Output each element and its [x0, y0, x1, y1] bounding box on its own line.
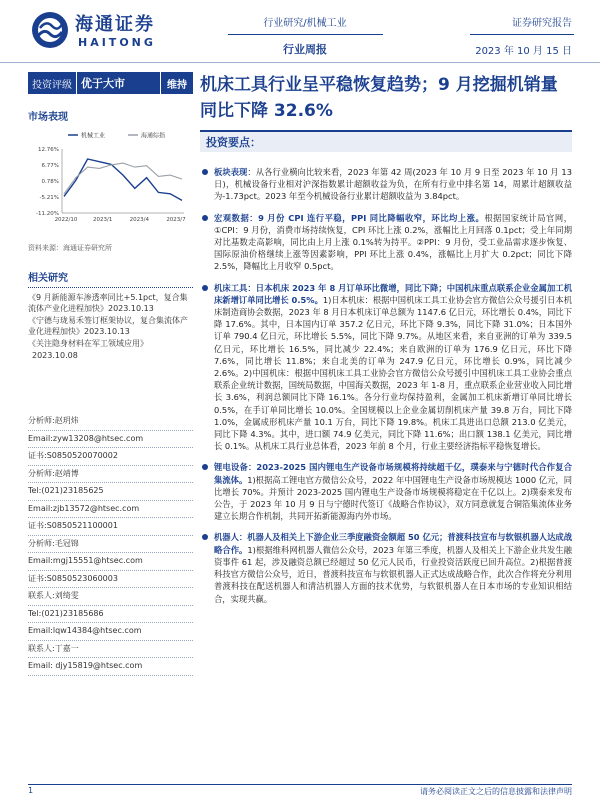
analyst-card	[28, 641, 193, 676]
key-point-lead: 宏观数据：9 月份 CPI 连行平稳，PPI 同比降幅收窄，环比均上涨。	[214, 212, 485, 223]
analyst-name: 分析师:赵靖博	[28, 468, 79, 478]
key-point-item	[200, 461, 572, 522]
y-tick-label: 0.78%	[41, 179, 59, 185]
analyst-cert: 证书:S0850523060003	[28, 570, 193, 588]
analyst-name: 联系人:刘绮雯	[28, 591, 79, 600]
key-point-item	[200, 166, 572, 203]
logo-english-text: HAITONG	[78, 36, 156, 49]
bullet-dot-icon	[202, 464, 208, 470]
key-point-text: 根据国家统计局官网，①CPI：9 月份，消费市场持续恢复，CPI 环比上涨 0.2%，涨幅比上月回落 0.1pct；受上年同期对比基数走高影响，同比由上月上涨 0.1%转为持平。②PPI：9 月份，受工业品需求逐步恢复、国际原油价格继续上涨等因素影响，PPI 环比上涨 0.4%，涨幅比上月扩大 0.2pct；同比下降 2.5%，降幅比上月收窄 0.5pct。	[214, 212, 572, 272]
haitong-logo-icon	[30, 10, 70, 50]
y-tick-label: 6.77%	[41, 163, 59, 169]
series-line-machinery	[64, 159, 182, 200]
key-point-text: 1)根据维科网机器人微信公众号，2023 年第三季度，机器人及相关上下游企业共发生融资事件 61 起，涉及融资总额已经超过 50 亿元人民币，行业投资活跃度已回升高位。2)根据普渡科技官方微信公众号，近日，普渡科技宣布与软银机器人正式达成战略合作，此次合作将充分利用普渡科技在配送机器人和清洁机器人方面的技术优势，与软银机器人在日本市场的专业知识相结合，实现共赢。	[214, 544, 572, 604]
key-point-text: 1)日本机床：根据中国机床工具工业协会官方微信公众号援引日本机床制造商协会数据，2023 年 8 月日本机床订单总额为 1147.6 亿日元，环比增长 0.4%，同比下降 17.6%。其中，日本国内订单 357.2 亿日元，环比下降 9.3%，同比下降 31.0%；日本国外订单 790.4 亿日元，环比增长 5.5%，同比下降 9.7%。从地区来看，来自亚洲的订单为 339.5 亿日元，环比增长 16.5%，同比减少 22.4%；来自欧洲的订单为 176.9 亿日元，环比下降 7.6%，同比增长 11.8%；来自北美的订单为 247.9 亿日元，环比增长 0.9%，同比减少 2.6%。2)中国机床：根据中国机床工具工业协会官方微信公众号援引中国机床工具工业协会重点联系企业统计数据，国统局数据，中国海关数据，2023 年 1-8 月，重点联系企业营业收入同比增长 3.6%，利润总额同比下降 16.1%。各分行业均保持盈利，金属加工机床新增订单同比增长 0.5%，在手订单同比增长 10.0%。全国规模以上企业金属切削机床产量 39.8 万台，同比下降 1.0%，金属成形机床产量 10.1 万台，同比下降 19.8%。机床工具进出口总额 213.0 亿美元，同比下降 4.3%。其中，进口额 74.9 亿美元，同比下降 11.6%；出口额 138.1 亿美元，同比增长 0.1%。从机床工具行业总体看，2023 年前 8 个月，行业主要经济指标平稳恢复增长。	[214, 294, 573, 452]
report-title: 机床工具行业呈平稳恢复趋势；9 月挖掘机销量同比下降 32.6%	[200, 75, 558, 121]
x-tick-label: 2023/4	[129, 217, 150, 223]
analyst-email[interactable]: Email:zyw13208@htsec.com	[28, 430, 193, 448]
header-right	[475, 14, 572, 57]
analyst-card	[28, 466, 193, 536]
page-number: 1	[28, 786, 34, 795]
analyst-cert: 证书:S0850520070002	[28, 447, 193, 465]
analyst-tel: Tel:(021)23185625	[28, 482, 193, 500]
key-point-text: ：从各行业横向比较来看，2023 年第 42 周(2023 年 10 月 9 日至 2023 年 10 月 13 日)，机械设备行业相对沪深指数累计超额收益为负，在所有行业中排名第 14，周累计超额收益为-1.73pct。2023 年至今机械设备行业累计超额收益为 3.84pct。	[214, 167, 572, 202]
analyst-contacts	[28, 413, 193, 676]
analyst-name: 分析师:赵玥炜	[28, 416, 79, 425]
key-point-lead: 板块表现	[214, 167, 248, 177]
key-points-heading: 投资要点：	[200, 130, 572, 152]
report-type: 行业周报	[283, 43, 327, 56]
related-research-list	[28, 292, 193, 361]
market-chart	[28, 129, 188, 227]
key-point-item	[200, 212, 572, 273]
rating-status: 维持	[167, 79, 187, 91]
legend-label: 海通综指	[141, 132, 166, 140]
related-item[interactable]: 《宁德与珑易禾签订框架协议，复合集流体产业化进程加快》2023.10.13	[28, 316, 188, 336]
haitong-logo	[30, 8, 180, 58]
analyst-tel: Tel:(021)23185686	[28, 605, 193, 623]
analyst-name: 分析师:毛冠锦	[28, 538, 79, 548]
rating-value: 优于大市	[77, 72, 161, 94]
analyst-email[interactable]: Email:zjb13572@htsec.com	[28, 500, 193, 518]
key-point-text: 1)根据高工锂电官方微信公众号，2022 年中国锂电生产设备市场规模达 1000 亿元，同比增长 70%。并预计 2023-2025 国内锂电生产设备市场规模将稳定在千亿以上。2)璞泰来发布公告，于 2023 年 10 月 9 日与宁德时代签订《战略合作协议》，双方同意就复合铜箔集流体业务建立长期合作机制，共同开拓新能源海内外市场。	[214, 474, 572, 522]
key-point-lead: 锂电设备：2023-2025 国内锂电生产设备市场规模将持续超千亿，璞泰来与宁德时代合作复合集流体。	[214, 462, 572, 485]
key-point-item	[200, 282, 572, 453]
analyst-card	[28, 536, 193, 589]
header-center	[250, 14, 360, 57]
report-date: 2023 年 10 月 15 日	[475, 46, 572, 57]
footer-rule	[28, 784, 572, 785]
key-point-lead: 机器人：机器人及相关上下游企业三季度融资金额超 50 亿元；普渡科技宣布与软银机器人达成战略合作。	[214, 532, 572, 555]
key-point-item	[200, 531, 572, 604]
y-tick-label: -5.21%	[39, 195, 59, 201]
x-tick-label: 2023/1	[92, 217, 113, 223]
market-chart-svg	[28, 129, 188, 227]
analyst-cert: 证书:S0850521100001	[28, 517, 193, 535]
analyst-card	[28, 588, 193, 641]
analyst-email[interactable]: Email:mgj15551@htsec.com	[28, 552, 193, 570]
left-sidebar	[28, 72, 193, 676]
bullet-dot-icon	[202, 285, 208, 291]
x-tick-label: 2022/10	[54, 217, 78, 223]
chart-source: 资料来源：海通证券研究所	[28, 244, 112, 252]
x-tick-label: 2023/7	[166, 217, 186, 223]
analyst-email[interactable]: Email: djy15819@htsec.com	[28, 657, 193, 675]
analyst-email[interactable]: Email:lqw14384@htsec.com	[28, 622, 193, 640]
rating-bar	[28, 72, 193, 94]
rating-label: 投资评级	[28, 72, 77, 94]
report-header	[0, 0, 600, 64]
report-kind: 证券研究报告	[512, 18, 572, 29]
main-content	[200, 72, 572, 614]
related-item-date: 2023.10.08	[32, 351, 78, 360]
analyst-name: 联系人:丁嘉一	[28, 643, 79, 653]
bullet-dot-icon	[202, 169, 208, 175]
bullet-dot-icon	[202, 534, 208, 540]
analyst-card	[28, 413, 193, 466]
market-performance-title: 市场表现	[28, 112, 68, 123]
y-tick-label: 12.76%	[38, 147, 59, 153]
key-point-lead: 机床工具：日本机床 2023 年 8 月订单环比微增，同比下降；中国机床重点联系企业金属加工机床新增订单同比增长 0.5%。	[214, 282, 572, 305]
header-bottom-rule	[0, 62, 600, 63]
series-line-haitong-index	[64, 163, 182, 194]
y-tick-label: -11.20%	[36, 211, 59, 217]
footer-disclaimer: 请务必阅读正文之后的信息披露和法律声明	[420, 787, 572, 796]
related-item[interactable]: 《9 月新能源车渗透率同比+5.1pct，复合集流体产业化进程加快》2023.10.13	[28, 293, 188, 313]
related-item[interactable]: 《关注隐身材料在军工领域应用》	[28, 339, 148, 348]
report-category: 行业研究/机械工业	[263, 18, 347, 29]
legend-label: 机械工业	[81, 132, 106, 140]
related-research-title: 相关研究	[28, 269, 193, 288]
logo-chinese-text: 海通证券	[75, 14, 155, 35]
bullet-dot-icon	[202, 215, 208, 221]
key-points-list	[200, 166, 572, 605]
